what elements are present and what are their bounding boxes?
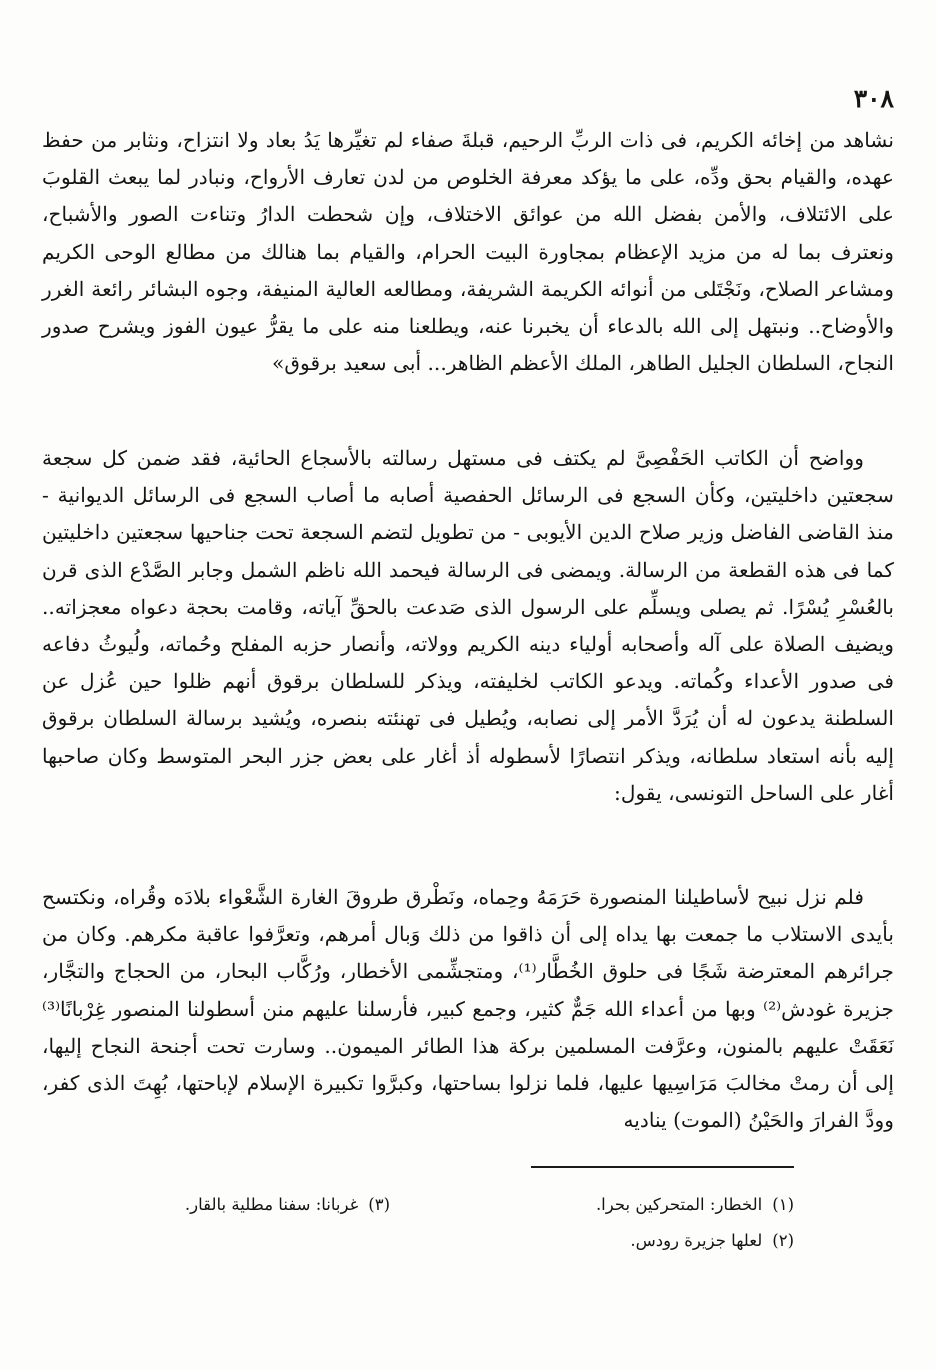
footnote — [630, 1228, 794, 1254]
body-paragraph: فلم نزل نبيح لأساطيلنا المنصورة حَرَمَهُ وحِماه، ونَطْرق طروقَ الغارة الشَّعْواء بلادَه وقُراه، ونكتسح بأيدى الاستلاب ما جمعت بها يداه إلى أن ذاقوا من ذلك وَبال أمرهم، وتعرَّفوا عاقبة مكرهم. وكان من جرائرهم المعترضة شَجًا فى حلوق الخُطَّار⁽¹⁾، ومتجشِّمى الأخطار، ورُكَّاب البحار، من الحجاج والتجَّار، جزيرة غودش⁽²⁾ وبها من أعداء الله جَمٌّ كثير، وجمع كبير، فأرسلنا عليهم منن أسطولنا المنصور غِرْبانًا⁽³⁾ نَعَقَتْ عليهم بالمنون، وعرَّفت المسلمين بركة هذا الطائر الميمون.. وسارت تحت أجنحة النجاح إليها، إلى أن رمتْ مخالبَ مَرَاسِيها عليها، فلما نزلوا بساحتها، وكبرَّوا تكبيرة الإسلام لإباحتها، بُهِتَ الذى كفر، وودَّ الفرارَ والحَيْنُ (الموت) يناديه — [42, 885, 895, 1133]
footnote-text: غربانا: سفنا مطلية بالقار. — [184, 1195, 359, 1214]
footnote-number: (٢) — [772, 1231, 794, 1250]
footnote-text: لعلها جزيرة رودس. — [630, 1231, 763, 1250]
footnote — [596, 1192, 794, 1218]
footnote-number: (٣) — [368, 1195, 390, 1214]
body-paragraph: نشاهد من إخائه الكريم، فى ذات الربِّ الرحيم، قبلةَ صفاء لم تغيِّرها يَدُ بعاد ولا انتزاح، ونثابر من حفظ عهده، والقيام بحق ودِّه، على ما يؤكد معرفة الخلوص من لدن تعارف الأرواح، ونبادر لما يبعث القلوبَ على الائتلاف، والأمن بفضل الله من عوائق الاختلاف، وإن شحطت الدارُ وتناءت الصور والأشباح، ونعترف بما له من مزيد الإعظام بمجاورة البيت الحرام، والقيام بما هنالك من مطالع الوحى الكريم ومشاعر الصلاح، ونَجْتَلى من أنوائه الكريمة الشريفة، ومطالعه العالية المنيفة، وجوه البشائر رائعة الغرر والأوضاح.. ونبتهل إلى الله بالدعاء أن يخبرنا عنه، ويطلعنا منه على ما يقرُّ عيون الفوز ويشرح صدور النجاح، السلطان الجليل الطاهر، الملك الأعظم الظاهر... أبى سعيد برقوق» — [42, 128, 894, 376]
footnote-text: الخطار: المتحركين بحرا. — [595, 1195, 763, 1214]
body-paragraph: وواضح أن الكاتب الحَفْصِىَّ لم يكتف فى مستهل رسالته بالأسجاع الحائية، فقد ضمن كل سجعة سجعتين داخليتين، وكأن السجع فى الرسائل الحفصية أصابه ما أصاب السجع فى الرسائل الديوانية - منذ القاضى الفاضل وزير صلاح الدين الأيوبى - من تطويل لتضم السجعة تحت جناحيها سجعتين داخليتين كما فى هذه القطعة من الرسالة. ويمضى فى الرسالة فيحمد الله ناظم الشمل وجابر الصَّدْع الذى قرن بالعُسْرِ يُسْرًا. ثم يصلى ويسلِّم على الرسول الذى صَدعت بالحقِّ آياته، وقامت بحجة دعواه معجزاته.. ويضيف الصلاة على آله وأصحابه أولياء دينه الكريم وولاته، وأنصار حزبه المفلح وحُماته، ولُيوثُ دفاعه فى صدور الأعداء وكُماته. ويدعو الكاتب لخليفته، ويذكر للسلطان برقوق أنهم ظلوا حين عُزل عن السلطنة يدعون له أن يُرَدَّ الأمر إلى نصابه، ويُطيل فى تهنئته بنصره، ويُشيد برسالة السلطان برقوق إليه بأنه استعاد سلطانه، ويذكر انتصارًا لأسطوله أذ أغار على بعض جزر البحر المتوسط وكان صاحبها أغار على الساحل التونسى، يقول: — [42, 446, 894, 805]
footnote-divider — [531, 1166, 794, 1168]
footnote-number: (١) — [772, 1195, 794, 1214]
page-number: ٣٠٨ — [853, 84, 894, 113]
footnote — [185, 1192, 390, 1218]
